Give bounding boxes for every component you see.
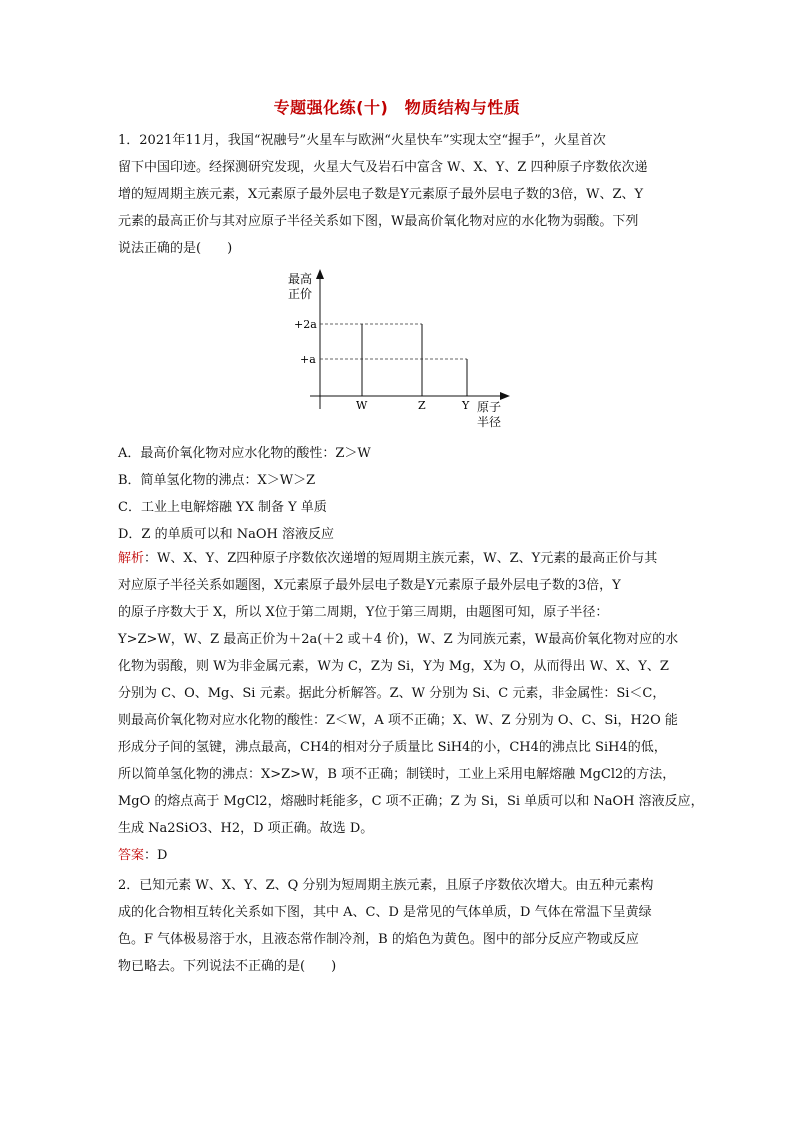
y-axis-arrow <box>316 269 324 279</box>
option-a: A．最高价氧化物对应水化物的酸性：Z＞W <box>118 446 371 461</box>
question-2-stem <box>118 872 678 980</box>
question-2-line: 成的化合物相互转化关系如下图，其中 A、C、D 是常见的气体单质，D 气体在常温下呈黄绿 <box>118 905 652 920</box>
y-tick-2a: +2a <box>294 318 317 331</box>
option-b: B．简单氢化物的沸点：X＞W＞Z <box>118 473 316 488</box>
x-label-Y: Y <box>462 399 470 412</box>
question-2-line: 物已略去。下列说法不正确的是( ) <box>118 959 337 974</box>
analysis-label: 解析 <box>118 551 145 566</box>
analysis-line: 分别为 C、O、Mg、Si 元素。据此分析解答。Z、W 分别为 Si、C 元素，非金属性：Si＜C， <box>118 686 666 701</box>
analysis-line: Y>Z>W，W、Z 最高正价为＋2a(＋2 或＋4 价)，W、Z 为同族元素，W最高价氧化物对应的水 <box>118 632 679 647</box>
analysis-line: 形成分子间的氢键，沸点最高，CH4的相对分子质量比 SiH4的小，CH4的沸点比 SiH4的低， <box>118 740 667 755</box>
y-axis-title-2: 正价 <box>288 287 313 301</box>
answer-line <box>118 842 678 869</box>
y-tick-a: +a <box>300 353 316 366</box>
option-d: D．Z 的单质可以和 NaOH 溶液反应 <box>118 527 334 542</box>
question-1-stem <box>118 127 678 262</box>
analysis-line <box>118 545 678 572</box>
question-1-line: 1．2021年11月，我国“祝融号”火星车与欧洲“火星快车”实现太空“握手”，火星首次 <box>118 133 606 148</box>
analysis-line: 所以简单氢化物的沸点：X>Z>W，B 项不正确；制镁时，工业上采用电解熔融 MgCl2的方法， <box>118 767 676 782</box>
analysis-line: 的原子序数大于 X，所以 X位于第二周期，Y位于第三周期，由题图可知，原子半径： <box>118 605 609 620</box>
x-axis-title-2: 半径 <box>477 415 502 429</box>
answer-value: ：D <box>144 848 168 863</box>
x-label-W: W <box>356 399 368 412</box>
analysis-line: 生成 Na2SiO3、H2，D 项正确。故选 D。 <box>118 821 374 836</box>
x-label-Z: Z <box>418 399 426 412</box>
analysis-line: 化物为弱酸，则 W为非金属元素，W为 C，Z为 Si，Y为 Mg，X为 O，从而得出 W、X、Y、Z <box>118 659 669 674</box>
option-c: C．工业上电解熔融 YX 制备 Y 单质 <box>118 500 327 515</box>
question-1-line: 说法正确的是( ) <box>118 241 233 256</box>
analysis-block <box>118 545 704 869</box>
question-1-line: 增的短周期主族元素，X元素原子最外层电子数是Y元素原子最外层电子数的3倍，W、Z、Y <box>118 187 644 202</box>
analysis-line: 则最高价氧化物对应水化物的酸性：Z＜W，A 项不正确；X、W、Z 分别为 O、C、Si，H2O 能 <box>118 713 678 728</box>
page-title: 专题强化练(十) 物质结构与性质 <box>273 98 521 117</box>
question-2-line: 2．已知元素 W、X、Y、Z、Q 分别为短周期主族元素，且原子序数依次增大。由五种元素构 <box>118 878 654 893</box>
x-axis-arrow <box>500 392 510 400</box>
analysis-line: MgO 的熔点高于 MgCl2，熔融时耗能多，C 项不正确；Z 为 Si，Si 单质可以和 NaOH 溶液反应， <box>118 794 704 809</box>
analysis-text: ：W、X、Y、Z四种原子序数依次递增的短周期主族元素，W、Z、Y元素的最高正价与其 <box>144 551 658 566</box>
y-axis-title-1: 最高 <box>288 272 313 286</box>
analysis-line: 对应原子半径关系如题图，X元素原子最外层电子数是Y元素原子最外层电子数的3倍，Y <box>118 578 621 593</box>
answer-label: 答案 <box>118 848 145 863</box>
question-2-line: 色。F 气体极易溶于水，且液态常作制冷剂，B 的焰色为黄色。图中的部分反应产物或反应 <box>118 932 639 947</box>
valence-radius-chart <box>280 265 520 435</box>
question-1-line: 元素的最高正价与其对应原子半径关系如下图，W最高价氧化物对应的水化物为弱酸。下列 <box>118 214 639 229</box>
question-1-line: 留下中国印迹。经探测研究发现，火星大气及岩石中富含 W、X、Y、Z 四种原子序数依次递 <box>118 160 648 175</box>
x-axis-title-1: 原子 <box>477 400 502 414</box>
